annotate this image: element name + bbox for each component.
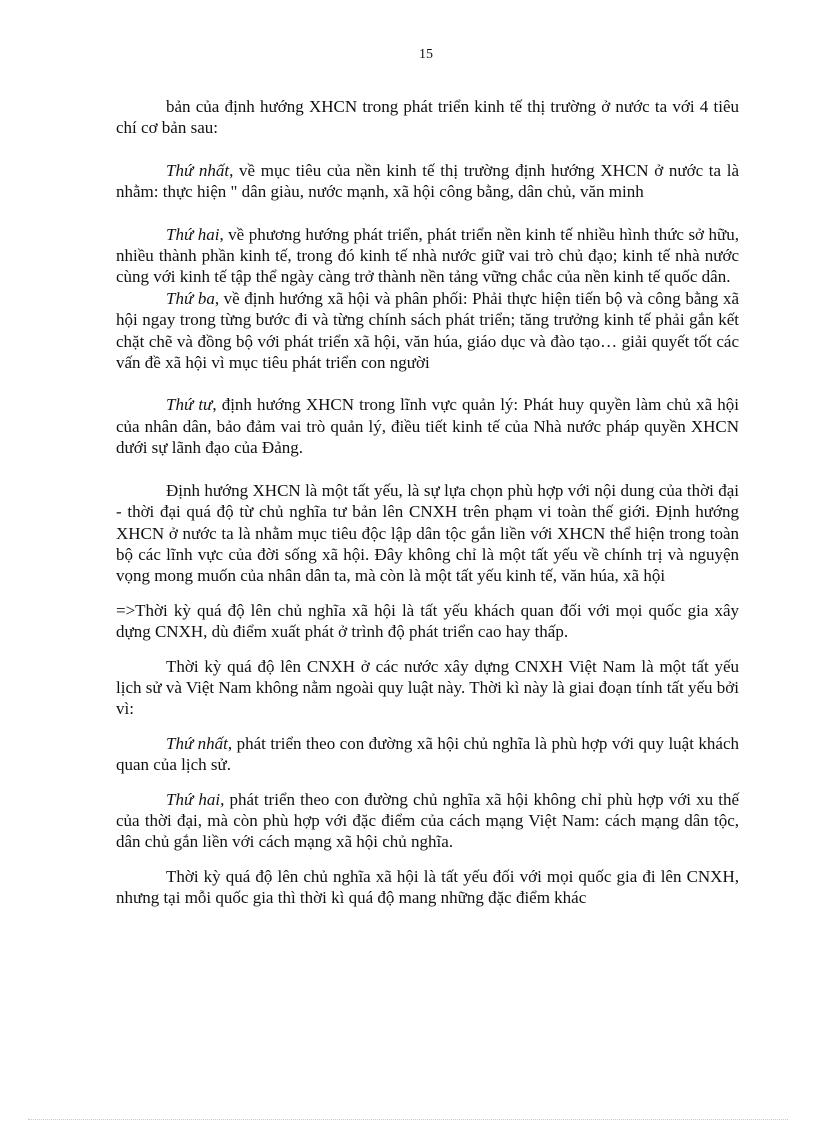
paragraph-criterion-fourth bbox=[116, 394, 739, 458]
page-number: 15 bbox=[419, 47, 433, 62]
paragraph-text: , phát triển theo con đường chủ nghĩa xã hội không chỉ phù hợp với xu thế của thời đại, mà còn phù hợp với đặc điểm của cách mạng Việt Nam: cách mạng dân tộc, dân chủ gắn liền với cách mạng xã hội chủ nghĩa. bbox=[116, 789, 740, 852]
page-bottom-divider bbox=[28, 1119, 788, 1120]
paragraph-lead: Thứ nhất bbox=[166, 733, 228, 753]
paragraph-lead: Thứ tư bbox=[166, 395, 213, 415]
paragraph-criterion-second bbox=[116, 224, 739, 288]
paragraph-transition-characteristics bbox=[116, 866, 739, 909]
paragraph-vietnam-transition bbox=[116, 656, 739, 720]
paragraph-text: , về định hướng xã hội và phân phối: Phải thực hiện tiến bộ và công bằng xã hội ngay trong từng bước đi và từng chính sách phát triển; tăng trưởng kinh tế phải gắn kết chặt chẽ và đồng bộ với phát triển xã hội, văn húa, giáo dục và đào tạo… giải quyết tốt các vấn đề xã hội vì mục tiêu phát triển con người bbox=[116, 288, 739, 373]
paragraph-text: , phát triển theo con đường xã hội chủ nghĩa là phù hợp với quy luật khách quan của lịch sử. bbox=[116, 733, 739, 775]
paragraph-criterion-first bbox=[116, 160, 739, 203]
paragraph-text: bản của định hướng XHCN trong phát triển kinh tế thị trường ở nước ta với 4 tiêu chí cơ bản sau: bbox=[116, 97, 739, 138]
paragraph-lead: Thứ hai bbox=[166, 789, 221, 809]
paragraph-criteria-intro bbox=[116, 96, 739, 139]
paragraph-criterion-third bbox=[116, 288, 739, 374]
paragraph-reason-second bbox=[116, 789, 739, 853]
paragraph-lead: Thứ hai bbox=[166, 224, 220, 244]
paragraph-reason-first bbox=[116, 733, 739, 776]
paragraph-text: Định hướng XHCN là một tất yếu, là sự lựa chọn phù hợp với nội dung của thời đại - thời đại quá độ từ chủ nghĩa tư bản lên CNXH trên phạm vi toàn thế giới. Định hướng XHCN ở nước ta là nhằm mục tiêu độc lập dân tộc gắn liền với XHCN thể hiện trong toàn bộ các lĩnh vực của đời sống xã hội. Đây không chỉ là một tất yếu về chính trị và nguyện vọng mong muốn của nhân dân ta, mà còn là một tất yếu kinh tế, văn húa, xã hội bbox=[116, 480, 739, 586]
paragraph-text: , định hướng XHCN trong lĩnh vực quản lý: Phát huy quyền làm chủ xã hội của nhân dân, bảo đảm vai trò quản lý, điều tiết kinh tế của Nhà nước pháp quyền XHCN dưới sự lãnh đạo của Đảng. bbox=[116, 395, 739, 458]
document-body bbox=[116, 96, 739, 909]
paragraph-text: Thời kỳ quá độ lên chủ nghĩa xã hội là tất yếu đối với mọi quốc gia đi lên CNXH, nhưng tại mỗi quốc gia thì thời kì quá độ mang những đặc điểm khác bbox=[116, 866, 739, 908]
paragraph-text: , về phương hướng phát triển, phát triển nền kinh tế nhiều hình thức sở hữu, nhiều thành phần kinh tế, trong đó kinh tế nhà nước giữ vai trò chủ đạo; kinh tế nhà nước cùng với kinh tế tập thể ngày càng trở thành nền tảng vững chắc của nền kinh tế quốc dân. bbox=[116, 224, 739, 287]
paragraph-conclusion bbox=[116, 600, 739, 643]
paragraph-text: Thời kỳ quá độ lên CNXH ở các nước xây dựng CNXH Việt Nam là một tất yếu lịch sử và Việt Nam không nằm ngoài quy luật này. Thời kì này là giai đoạn tính tất yếu bởi vì: bbox=[116, 656, 739, 719]
paragraph-lead: Thứ ba bbox=[166, 288, 215, 308]
paragraph-orientation bbox=[116, 480, 739, 587]
paragraph-text: , về mục tiêu của nền kinh tế thị trường định hướng XHCN ở nước ta là nhằm: thực hiện " dân giàu, nước mạnh, xã hội công bằng, dân chủ, văn minh bbox=[116, 160, 739, 202]
paragraph-lead: Thứ nhất bbox=[166, 160, 230, 180]
paragraph-text: =>Thời kỳ quá độ lên chủ nghĩa xã hội là tất yếu khách quan đối với mọi quốc gia xây dựng CNXH, dù điểm xuất phát ở trình độ phát triển cao hay thấp. bbox=[116, 600, 739, 642]
